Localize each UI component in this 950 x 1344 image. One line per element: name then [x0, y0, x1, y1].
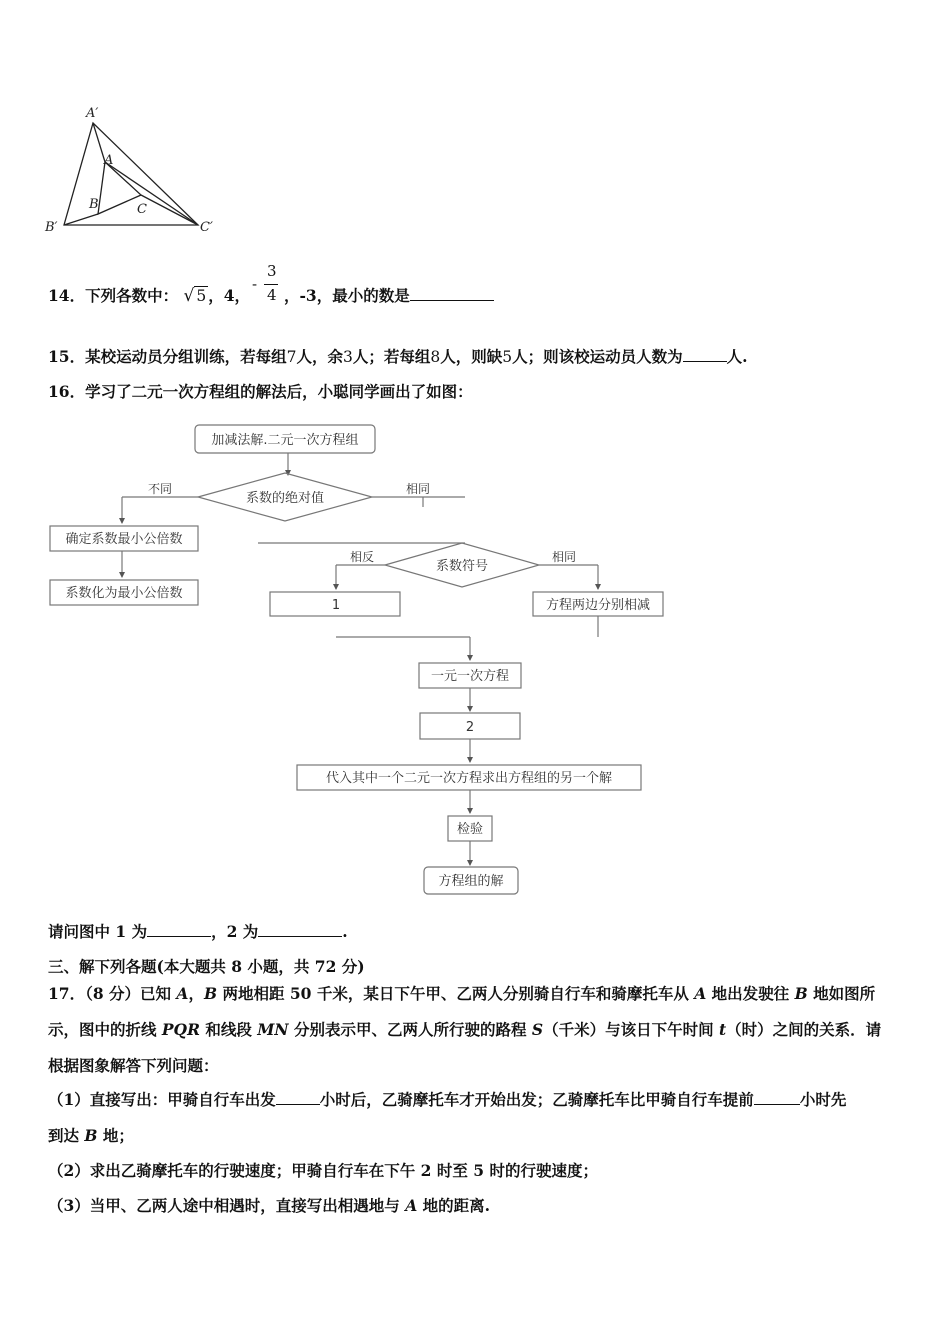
section-3-title: 三、解下列各题(本大题共 8 小题，共 72 分) — [48, 957, 365, 976]
q14-sep1: ，4， — [208, 286, 250, 305]
q17-point-a3: A — [405, 1196, 418, 1215]
fc-box-substitute-text: 代入其中一个二元一次方程求出方程组的另一个解 — [325, 771, 613, 786]
q15-n2: 3 — [342, 348, 353, 366]
q15-n1: 7 — [286, 348, 297, 366]
q17-p1-blank-2[interactable] — [754, 1090, 800, 1105]
q16-blank-1[interactable] — [147, 922, 211, 937]
flowchart — [0, 415, 950, 905]
q15-answer-blank[interactable] — [683, 347, 727, 362]
q17-p1-mid: 小时后，乙骑摩托车才开始出发；乙骑摩托车比甲骑自行车提前 — [319, 1090, 754, 1109]
fc-box-lcm-text: 确定系数最小公倍数 — [65, 532, 183, 547]
sqrt-symbol: √ — [183, 286, 195, 306]
q17-part3 — [48, 1194, 490, 1216]
q17-part1 — [48, 1088, 846, 1110]
fc-label-diff: 不同 — [147, 482, 173, 496]
frac-numerator: 3 — [267, 262, 277, 280]
q16-blank-2[interactable] — [258, 922, 342, 937]
q17-mn: MN — [257, 1020, 289, 1039]
frac-denominator: 4 — [267, 286, 277, 304]
outer-triangle — [64, 123, 198, 225]
question-16: 16．学习了二元一次方程组的解法后，小聪同学画出了如图： — [48, 382, 473, 401]
q17-p1-line2-end: 地； — [97, 1126, 134, 1145]
label-a-prime: A′ — [86, 106, 99, 121]
fc-box-1-text: 1 — [331, 598, 341, 613]
q15-mid4: 人；则该校运动员人数为 — [512, 347, 683, 366]
q14-prefix: 14．下列各数中： — [48, 286, 179, 305]
q17-var-t: t — [718, 1020, 727, 1039]
fc-decision2-text: 系数符号 — [435, 559, 489, 574]
q16-answer-prefix: 请问图中 1 为 — [48, 922, 148, 941]
q15-suffix: 人. — [726, 347, 748, 366]
fc-box-2-text: 2 — [465, 720, 475, 735]
fc-box-check-text: 检验 — [456, 822, 484, 837]
q15-mid1: 人，余 — [296, 347, 343, 366]
q15-n4: 5 — [502, 348, 513, 366]
q16-answer-line — [48, 920, 348, 942]
q17-point-b: B — [203, 984, 218, 1003]
q17-line2-mid: 和线段 — [199, 1020, 258, 1039]
q17-line1-prefix: 17．（8 分）已知 — [48, 984, 177, 1003]
q16-answer-suffix: . — [342, 922, 348, 941]
q15-prefix: 15．某校运动员分组训练，若每组 — [48, 347, 287, 366]
line-a-c-prime — [105, 162, 198, 225]
q15-mid3: 人，则缺 — [440, 347, 503, 366]
q17-line1 — [48, 982, 875, 1004]
label-a: A — [104, 153, 114, 168]
q17-line2-mid2: 分别表示甲、乙两人所行驶的路程 — [288, 1020, 532, 1039]
q17-p3-prefix: （3）当甲、乙两人途中相遇时，直接写出相遇地与 — [48, 1196, 406, 1215]
frac-bar — [264, 284, 278, 285]
label-c: C — [137, 202, 147, 217]
fc-decision1-text: 系数的绝对值 — [245, 491, 325, 506]
neg-sign: - — [252, 275, 258, 293]
fc-box-one-var-text: 一元一次方程 — [430, 669, 510, 684]
q15-mid2: 人；若每组 — [352, 347, 431, 366]
q17-comma: ， — [188, 984, 204, 1003]
q16-answer-mid: ，2 为 — [211, 922, 259, 941]
q17-line3: 根据图象解答下列问题： — [48, 1056, 219, 1075]
fc-label-opposite: 相反 — [349, 550, 375, 564]
q17-line2-end: （时）之间的关系．请 — [726, 1020, 882, 1039]
triangle-figure — [40, 100, 230, 240]
fc-box-convert-text: 系数化为最小公倍数 — [65, 586, 183, 601]
line-c-c-prime — [141, 195, 198, 225]
fc-label-same2: 相同 — [551, 550, 577, 564]
q17-line1-mid: 两地相距 50 千米，某日下午甲、乙两人分别骑自行车和骑摩托车从 — [217, 984, 695, 1003]
sqrt-value: 5 — [196, 287, 207, 305]
fc-box-subtract-text: 方程两边分别相减 — [545, 598, 651, 613]
q17-p1-end: 小时先 — [799, 1090, 847, 1109]
label-c-prime: C′ — [200, 220, 213, 235]
q14-answer-blank[interactable] — [410, 286, 494, 301]
inner-triangle — [98, 162, 141, 214]
q17-line1-mid2: 地出发驶往 — [706, 984, 795, 1003]
question-14 — [48, 284, 250, 306]
q17-part1-line2 — [48, 1124, 134, 1146]
q17-line2 — [48, 1018, 881, 1040]
question-15 — [48, 345, 748, 367]
line-b-b-prime — [64, 214, 98, 225]
q14-sep2: ，-3，最小的数是 — [284, 286, 410, 305]
label-b-prime: B′ — [45, 220, 58, 235]
q17-pqr: PQR — [161, 1020, 200, 1039]
q15-n3: 8 — [430, 348, 441, 366]
fc-box-solution-text: 方程组的解 — [438, 874, 504, 889]
q17-p1-prefix: （1）直接写出：甲骑自行车出发 — [48, 1090, 276, 1109]
q17-p1-blank-1[interactable] — [276, 1090, 320, 1105]
q17-p3-end: 地的距离. — [417, 1196, 491, 1215]
fc-start-text: 加减法解.二元一次方程组 — [211, 433, 359, 448]
question-14-tail — [284, 284, 494, 306]
q17-line1-end: 地如图所 — [807, 984, 876, 1003]
q17-point-b3: B — [84, 1126, 98, 1145]
label-b: B — [89, 197, 99, 212]
q17-point-b2: B — [794, 984, 808, 1003]
q17-part2: （2）求出乙骑摩托车的行驶速度；甲骑自行车在下午 2 时至 5 时的行驶速度； — [48, 1161, 598, 1180]
q17-line2-prefix: 示，图中的折线 — [48, 1020, 162, 1039]
fc-label-same: 相同 — [405, 482, 431, 496]
q17-point-a2: A — [694, 984, 707, 1003]
neg-fraction — [252, 262, 286, 308]
q17-p1-line2-prefix: 到达 — [48, 1126, 85, 1145]
q17-line2-mid3: （千米）与该日下午时间 — [543, 1020, 719, 1039]
q17-var-s: S — [531, 1020, 544, 1039]
q17-point-a: A — [176, 984, 189, 1003]
